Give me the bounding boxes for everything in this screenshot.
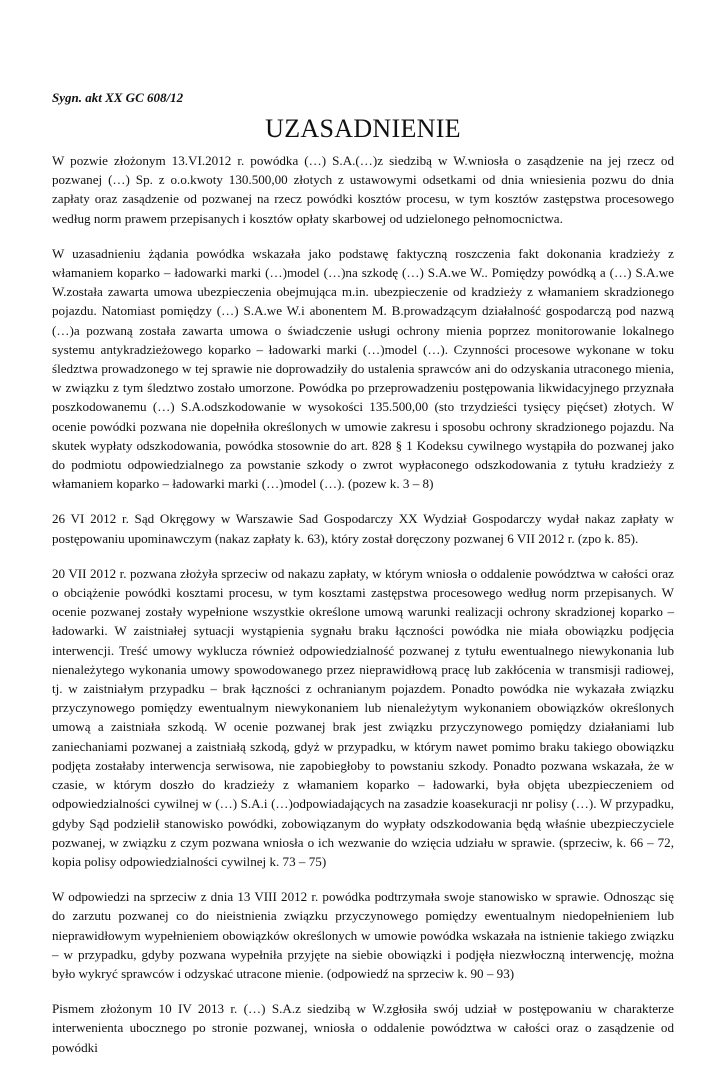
paragraph-reply: W odpowiedzi na sprzeciw z dnia 13 VIII 2012 r. powódka podtrzymała swoje stanowisko w sprawie. Odnosząc się do zarzutu pozwanej co do nieistnienia związku przyczynowego pomiędzy ewentualnym niedopełnieniem lub nieprawidłowym wypełnieniem obowiązków określonych w umowie powódka wskazała na istnienie takiego związku – w przypadku, gdyby pozwana wypełniła przyjęte na siebie obowiązki i podjęła niezwłoczną interwencję, można było wykryć sprawców i odzyskać utracone mienie. (odpowiedź na sprzeciw k. 90 – 93) bbox=[52, 889, 674, 981]
document-page bbox=[52, 90, 674, 1073]
paragraph-lawsuit: W pozwie złożonym 13.VI.2012 r. powódka (…) S.A.(…)z siedzibą w W.wniosła o zasądzenie na jej rzecz od pozwanej (…) Sp. z o.o.kwoty 130.500,00 złotych z ustawowymi odsetkami od dnia wniesienia pozwu do dnia zapłaty oraz zasądzenie od pozwanej na rzecz powódki kosztów procesu, w tym kosztów zastępstwa procesowego według norm prawem przepisanych i kosztów opłaty skarbowej od udzielonego pełnomocnictwa. bbox=[52, 153, 674, 226]
case-signature: Sygn. akt XX GC 608/12 bbox=[52, 90, 184, 105]
paragraph-intervention: Pismem złożonym 10 IV 2013 r. (…) S.A.z siedzibą w W.zgłosiła swój udział w postępowaniu w charakterze interwenienta ubocznego po stronie pozwanej, wniosła o oddalenie powództwa w całości oraz o zasądzenie od powódki bbox=[52, 1001, 674, 1055]
paragraph-payment-order: 26 VI 2012 r. Sąd Okręgowy w Warszawie Sad Gospodarczy XX Wydział Gospodarczy wydał nakaz zapłaty w postępowaniu upominawczym (nakaz zapłaty k. 63), który został doręczony pozwanej 6 VII 2012 r. (zpo k. 85). bbox=[52, 511, 674, 546]
paragraph-objection: 20 VII 2012 r. pozwana złożyła sprzeciw od nakazu zapłaty, w którym wniosła o oddalenie powództwa w całości oraz o obciążenie powódki kosztami procesu, w tym kosztami zastępstwa procesowego według norm przepisanych. W ocenie pozwanej zostały wypełnione wszystkie określone umową warunki realizacji ochrony skradzionej koparko – ładowarki. W zaistniałej sytuacji wystąpienia sygnału braku łączności powódka nie miała obowiązku podjęcia interwencji. Treść umowy wyklucza również odpowiedzialność pozwanej z tytułu ewentualnego niewykonania lub nienależytego wykonania umowy spowodowanego przez nieprawidłową pracę lub zakłócenia w transmisji radiowej, tj. w zaistniałym przypadku – brak łączności z ochranianym pojazdem. Ponadto powódka nie wykazała związku przyczynowego pomiędzy ewentualnym niewykonaniem lub nienależytym wykonaniem obowiązków określonych umową a zaistniała szkodą. W ocenie pozwanej brak jest związku przyczynowego pomiędzy działaniami lub zaniechaniami pozwanej a zaistniałą szkodą, gdyż w przypadku, w którym nawet pomimo braku takiego obowiązku podjęta zostałaby interwencja serwisowa, nie zapobiegłoby to powstaniu szkody. Ponadto pozwana wskazała, że w czasie, w którym doszło do kradzieży z włamaniem koparko – ładowarki, była objęta ubezpieczeniem od odpowiedzialności cywilnej w (…) S.A.i (…)odpowiadających na zasadzie koasekuracji nr polisy (…). W przypadku, gdyby Sąd podzielił stanowisko powódki, zobowiązanym do wypłaty odszkodowania będą właśnie ubezpieczyciele pozwanej, w związku z czym pozwana wniosła o ich wezwanie do wzięcia udziału w sprawie. (sprzeciw, k. 66 – 72, kopia polisy odpowiedzialności cywilnej k. 73 – 75) bbox=[52, 565, 674, 869]
paragraph-justification: W uzasadnieniu żądania powódka wskazała jako podstawę faktyczną roszczenia fakt dokonania kradzieży z włamaniem koparko – ładowarki marki (…)model (…)na szkodę (…) S.A.we W.. Pomiędzy powódką a (…) S.A.we W.została zawarta umowa ubezpieczenia obejmująca m.in. ubezpieczenie od kradzieży z włamaniem skradzionego pojazdu. Natomiast pomiędzy (…) S.A.we W.i abonentem M. B.prowadzącym działalność gospodarczą pod nazwą (…)a pozwaną została zawarta umowa o świadczenie usługi ochrony mienia poprzez monitorowanie lokalnego systemu antykradzieżowego koparko – ładowarki marki (…)model (…). Czynności procesowe wykonane w toku śledztwa prowadzonego w tej sprawie nie doprowadziły do ustalenia sprawców ani do odzyskania utraconego mienia, w związku z tym śledztwo zostało umorzone. Powódka po przeprowadzeniu postępowania likwidacyjnego przyznała poszkodowanemu (…) S.A.odszkodowanie w wysokości 135.500,00 (sto trzydzieści tysięcy pięćset) złotych. W ocenie powódki pozwana nie dopełniła określonych w umowie zakresu i sposobu ochrony skradzionego pojazdu. Na skutek wypłaty odszkodowania, powódka stosownie do art. 828 § 1 Kodeksu cywilnego wystąpiła do pozwanej jako do podmiotu odpowiedzialnego za powstanie szkody o zwrot wypłaconego odszkodowania z tytułu kradzieży z włamaniem koparko – ładowarki marki (…)model (…). (pozew k. 3 – 8) bbox=[52, 245, 674, 492]
document-title: UZASADNIENIE bbox=[265, 114, 461, 143]
